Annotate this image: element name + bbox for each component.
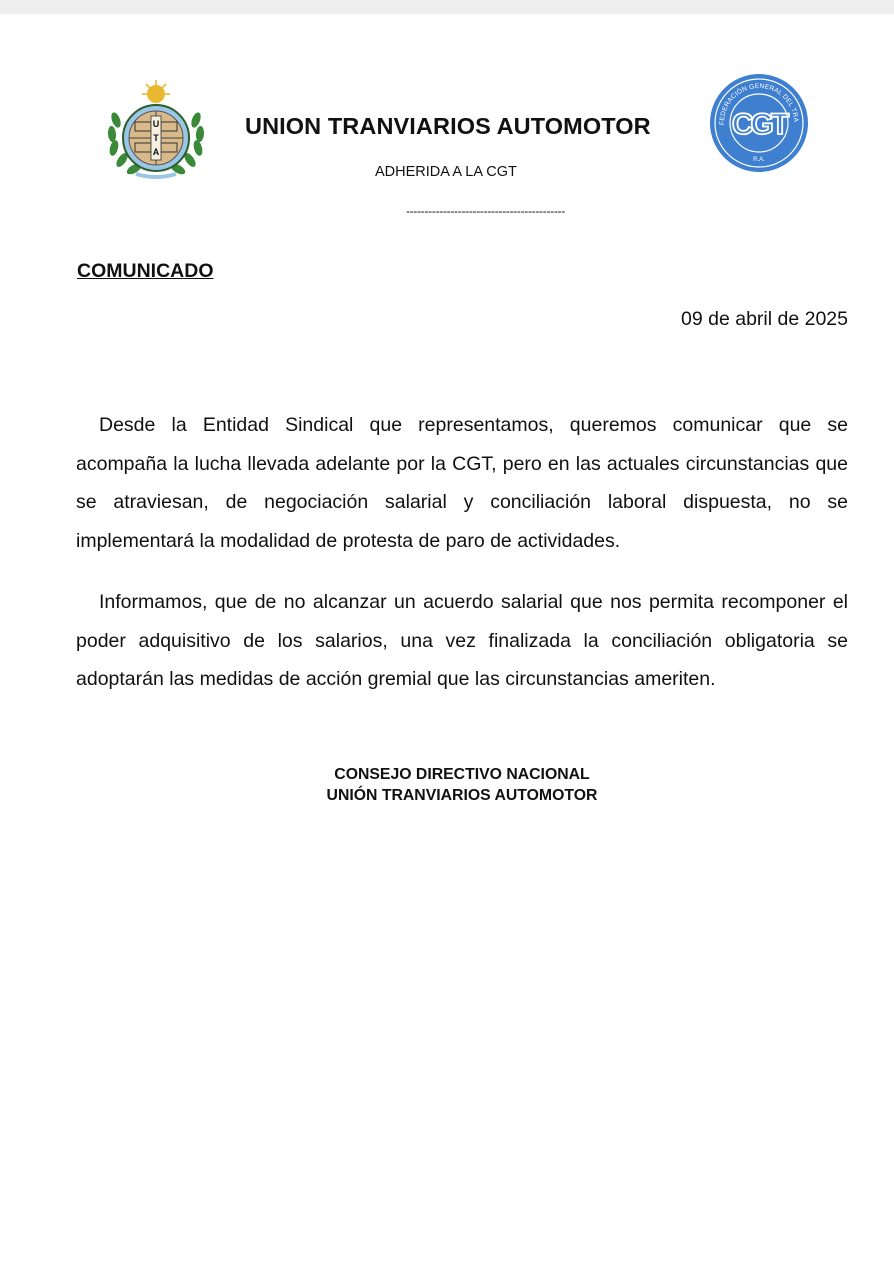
header-separator: ------------------------------------------- — [406, 204, 565, 218]
cgt-logo — [708, 72, 810, 174]
document-heading: COMUNICADO — [77, 260, 214, 282]
org-title: UNION TRANVIARIOS AUTOMOTOR — [245, 113, 651, 139]
cgt-monogram: CGT — [731, 108, 787, 141]
document-date: 09 de abril de 2025 — [681, 308, 848, 330]
cgt-ring-text: FEDERACIÓN GENERAL DEL TRA — [718, 82, 800, 126]
org-affiliation: ADHERIDA A LA CGT — [375, 164, 517, 180]
uta-letters: UTA — [152, 119, 160, 157]
body-paragraph-2: Informamos, que de no alcanzar un acuerdo salarial que nos permita recomponer el poder adquisitivo de los salarios, una vez finalizada la conciliación obligatoria se adoptarán las medidas de acción gremial que las circunstancias ameriten. — [76, 591, 848, 691]
top-strip — [0, 0, 894, 14]
uta-seal-logo — [104, 80, 208, 182]
signature-line-1: CONSEJO DIRECTIVO NACIONAL — [334, 766, 590, 783]
cgt-bottom-text: R.A. — [753, 157, 765, 163]
signature-line-2: UNIÓN TRANVIARIOS AUTOMOTOR — [326, 787, 598, 804]
body-paragraph-1: Desde la Entidad Sindical que representamos, queremos comunicar que se acompaña la lucha llevada adelante por la CGT, pero en las actuales circunstancias que se atraviesan, de negociación salarial y conciliación laboral dispuesta, no se implementará la modalidad de protesta de paro de actividades. — [76, 414, 848, 553]
